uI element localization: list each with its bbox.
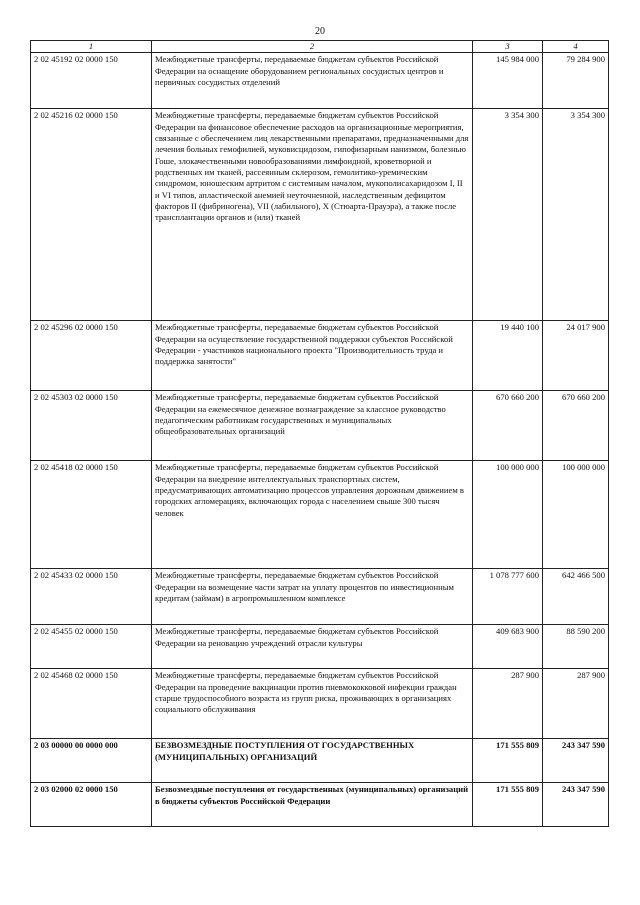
table-row: [31, 569, 609, 625]
column-header: 3: [473, 41, 543, 53]
table-row: [31, 783, 609, 827]
column-header: 2: [152, 41, 473, 53]
code-cell: 2 02 45418 02 0000 150: [31, 461, 152, 569]
code-cell: 2 02 45296 02 0000 150: [31, 321, 152, 391]
value-cell: 171 555 809: [473, 783, 543, 827]
value-cell: 642 466 500: [543, 569, 609, 625]
code-cell: 2 03 00000 00 0000 000: [31, 739, 152, 783]
value-cell: 1 078 777 600: [473, 569, 543, 625]
description-cell: Межбюджетные трансферты, передаваемые бюджетам субъектов Российской Федерации на оснащение оборудованием региональных сосудистых центров и первичных сосудистых отделений: [152, 53, 473, 109]
description-cell: Межбюджетные трансферты, передаваемые бюджетам субъектов Российской Федерации на возмещение части затрат на уплату процентов по инвестиционным кредитам (займам) в агропромышленном комплексе: [152, 569, 473, 625]
value-cell: 79 284 900: [543, 53, 609, 109]
value-cell: 145 984 000: [473, 53, 543, 109]
value-cell: 287 900: [543, 669, 609, 739]
value-cell: 19 440 100: [473, 321, 543, 391]
value-cell: 88 590 200: [543, 625, 609, 669]
table-row: [31, 739, 609, 783]
description-cell: БЕЗВОЗМЕЗДНЫЕ ПОСТУПЛЕНИЯ ОТ ГОСУДАРСТВЕННЫХ (МУНИЦИПАЛЬНЫХ) ОРГАНИЗАЦИЙ: [152, 739, 473, 783]
value-cell: 171 555 809: [473, 739, 543, 783]
table-row: [31, 321, 609, 391]
value-cell: 409 683 900: [473, 625, 543, 669]
description-cell: Безвозмездные поступления от государственных (муниципальных) организаций в бюджеты субъектов Российской Федерации: [152, 783, 473, 827]
table-row: [31, 669, 609, 739]
code-cell: 2 02 45303 02 0000 150: [31, 391, 152, 461]
description-cell: Межбюджетные трансферты, передаваемые бюджетам субъектов Российской Федерации на реновацию учреждений отрасли культуры: [152, 625, 473, 669]
table-row: [31, 53, 609, 109]
code-cell: 2 03 02000 02 0000 150: [31, 783, 152, 827]
description-cell: Межбюджетные трансферты, передаваемые бюджетам субъектов Российской Федерации на ежемесячное денежное вознаграждение за классное руководство педагогическим работникам государственных и муниципальных общеобразовательных организаций: [152, 391, 473, 461]
code-cell: 2 02 45455 02 0000 150: [31, 625, 152, 669]
value-cell: 287 900: [473, 669, 543, 739]
description-cell: Межбюджетные трансферты, передаваемые бюджетам субъектов Российской Федерации на финансовое обеспечение расходов на организационные мероприятия, связанные с обеспечением лиц лекарственными препаратами, предназначенными для лечения больных гемофилией, муковисцидозом, гипофизарным нанизмом, болезнью Гоше, злокачественными новообразованиями лимфоидной, кроветворной и родственных им тканей, рассеянным склерозом, гемолитико-уремическим синдромом, юношеским артритом с системным началом, мукополисахаридозом I, II и VI типов, апластической анемией неуточненной, наследственным дефицитом факторов II (фибриногена), VII (лабильного), X (Стюарта-Прауэра), а также после трансплантации органов и (или) тканей: [152, 109, 473, 321]
budget-table: [30, 40, 609, 827]
value-cell: 100 000 000: [473, 461, 543, 569]
code-cell: 2 02 45216 02 0000 150: [31, 109, 152, 321]
description-cell: Межбюджетные трансферты, передаваемые бюджетам субъектов Российской Федерации на осуществление государственной поддержки субъектов Российской Федерации - участников национального проекта "Производительность труда и поддержка занятости": [152, 321, 473, 391]
value-cell: 3 354 300: [543, 109, 609, 321]
value-cell: 3 354 300: [473, 109, 543, 321]
description-cell: Межбюджетные трансферты, передаваемые бюджетам субъектов Российской Федерации на проведение вакцинации против пневмококковой инфекции граждан старше трудоспособного возраста из групп риска, проживающих в организациях социального обслуживания: [152, 669, 473, 739]
column-header: 1: [31, 41, 152, 53]
table-row: [31, 391, 609, 461]
code-cell: 2 02 45192 02 0000 150: [31, 53, 152, 109]
page-number: 20: [315, 26, 325, 37]
code-cell: 2 02 45433 02 0000 150: [31, 569, 152, 625]
value-cell: 243 347 590: [543, 783, 609, 827]
table-row: [31, 625, 609, 669]
table-row: [31, 109, 609, 321]
value-cell: 243 347 590: [543, 739, 609, 783]
value-cell: 24 017 900: [543, 321, 609, 391]
code-cell: 2 02 45468 02 0000 150: [31, 669, 152, 739]
column-header: 4: [543, 41, 609, 53]
value-cell: 100 000 000: [543, 461, 609, 569]
value-cell: 670 660 200: [473, 391, 543, 461]
table-row: [31, 461, 609, 569]
description-cell: Межбюджетные трансферты, передаваемые бюджетам субъектов Российской Федерации на внедрение интеллектуальных транспортных систем, предусматривающих автоматизацию процессов управления дорожным движением в городских агломерациях, включающих города с населением свыше 300 тысяч человек: [152, 461, 473, 569]
value-cell: 670 660 200: [543, 391, 609, 461]
table-header-row: [31, 41, 609, 53]
